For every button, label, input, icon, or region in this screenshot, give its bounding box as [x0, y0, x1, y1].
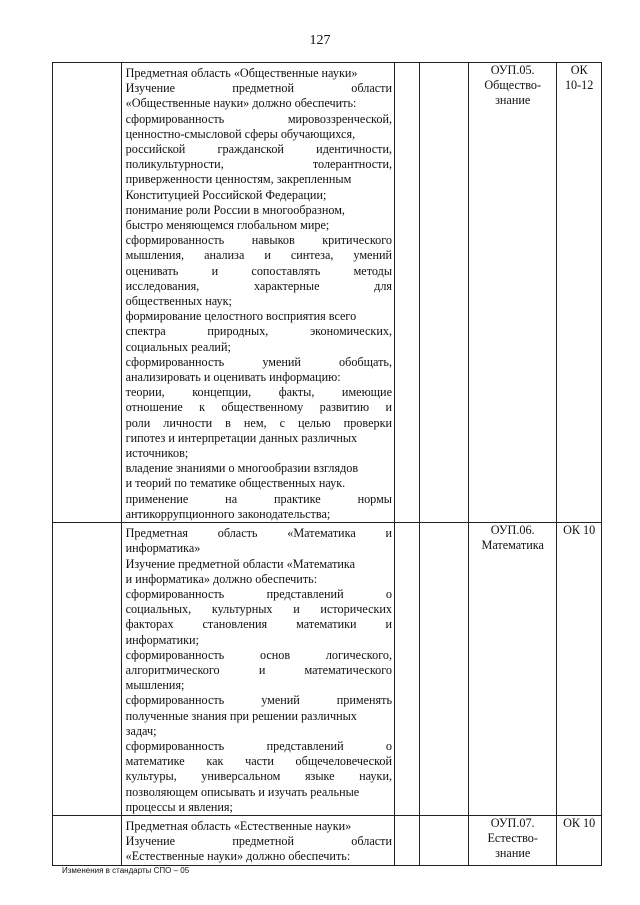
competence-cell: [557, 815, 602, 865]
word: как: [206, 754, 224, 769]
text-line: [126, 602, 392, 617]
word: навыков: [251, 233, 295, 248]
word: к: [199, 400, 205, 415]
text-line: [126, 264, 392, 279]
empty-cell: [395, 815, 420, 865]
text-line: [126, 355, 392, 370]
word: и: [385, 617, 392, 632]
text-line: «Естественные науки» должно обеспечить:: [125, 849, 351, 864]
empty-cell: [53, 63, 122, 523]
text-line: полученные знания при решении различных: [125, 708, 357, 723]
word: мышления,: [125, 248, 185, 263]
text-line: Предметная область «Естественные науки»: [125, 818, 352, 833]
word: основ: [259, 647, 291, 662]
text-line: [126, 248, 392, 263]
word: исследования,: [125, 278, 200, 293]
word: проверки: [343, 415, 393, 430]
word: о: [385, 738, 393, 753]
competence-code-line: ОК 10: [563, 815, 596, 830]
word: для: [374, 278, 393, 293]
text-line: мышления;: [125, 678, 185, 693]
word: идентичности,: [316, 142, 393, 157]
text-line: гипотез и интерпретации данных различных: [125, 430, 358, 445]
word: синтеза,: [290, 248, 334, 263]
requirements-text: [122, 816, 394, 865]
table-row: [53, 815, 602, 865]
page-number: 127: [309, 33, 331, 48]
text-line: источников;: [125, 446, 189, 461]
word: критического: [322, 233, 393, 248]
text-line: [126, 693, 392, 708]
word: универсальном: [201, 769, 281, 784]
text-line: [126, 279, 392, 294]
subject-code-cell: [469, 63, 557, 523]
word: нем,: [243, 415, 267, 430]
competence-code-line: 10-12: [564, 78, 594, 93]
text-line: приверженности ценностям, закрепленным: [125, 172, 352, 187]
word: сформированность: [125, 738, 225, 753]
text-line: [126, 769, 392, 784]
word: и: [385, 526, 393, 541]
table-row: [53, 63, 602, 523]
word: умений: [353, 248, 393, 263]
text-line: Изучение предметной области «Математика: [125, 556, 356, 571]
table-body: [53, 63, 602, 866]
word: языке: [304, 769, 335, 784]
word: сформированность: [125, 354, 225, 369]
text-line: [126, 834, 392, 849]
subject-code-line: знание: [495, 93, 531, 108]
requirements-cell: [121, 63, 394, 523]
subject-code-line: Общество-: [484, 78, 542, 93]
text-line: [126, 739, 392, 754]
empty-cell: [420, 63, 469, 523]
empty-cell: [53, 523, 122, 816]
word: о: [385, 586, 393, 601]
competence-cell: [557, 523, 602, 816]
subject-code-line: ОУП.05.: [490, 63, 535, 77]
word: предметной: [232, 834, 294, 849]
word: нормы: [357, 491, 392, 506]
word: «Математика: [287, 526, 356, 541]
text-line: быстро меняющемся глобальном мире;: [125, 218, 330, 233]
competence-code-line: ОК 10: [563, 523, 596, 538]
word: обобщать,: [339, 354, 393, 369]
word: сформированность: [125, 586, 225, 601]
word: факторах: [125, 617, 174, 632]
text-line: информатики;: [125, 632, 199, 647]
text-line: позволяющем описывать и изучать реальные: [125, 784, 360, 799]
subject-code-line: знание: [495, 846, 531, 861]
text-line: [126, 617, 392, 632]
word: российской: [125, 142, 186, 157]
requirements-text: [122, 63, 394, 522]
word: область: [217, 526, 258, 541]
word: факты,: [278, 385, 315, 400]
word: анализа: [204, 248, 245, 263]
text-line: формирование целостного восприятия всего: [125, 309, 357, 324]
word: и: [258, 662, 266, 677]
text-line: [126, 587, 392, 602]
subject-code-line: Математика: [481, 538, 544, 553]
word: умений: [262, 354, 301, 369]
word: умений: [261, 693, 300, 708]
word: развитию: [319, 400, 370, 415]
requirements-cell: [121, 815, 394, 865]
word: природных,: [207, 324, 269, 339]
text-line: и теорий по тематике общественных наук.: [125, 476, 346, 491]
text-line: [126, 142, 392, 157]
word: сформированность: [125, 647, 225, 662]
word: и: [293, 602, 300, 617]
text-line: общественных наук;: [125, 294, 232, 309]
text-line: социальных реалий;: [125, 339, 231, 354]
text-line: [126, 492, 392, 507]
word: сформированность: [125, 111, 225, 126]
word: логического,: [325, 647, 393, 662]
text-line: [126, 648, 392, 663]
text-line: понимание роли России в многообразном,: [125, 202, 345, 217]
text-line: антикоррупционного законодательства;: [125, 506, 331, 521]
word: практике: [274, 491, 321, 506]
text-line: Предметная область «Общественные науки»: [125, 66, 358, 80]
text-line: «Общественные науки» должно обеспечить:: [125, 96, 357, 111]
empty-cell: [395, 523, 420, 816]
word: сформированность: [125, 233, 225, 248]
word: гражданской: [217, 142, 284, 157]
subject-code-cell: [469, 815, 557, 865]
word: исторических: [320, 602, 393, 617]
subject-code-line: ОУП.06.: [490, 523, 535, 538]
word: математике: [125, 754, 185, 769]
empty-cell: [420, 523, 469, 816]
competence-cell: [557, 63, 602, 523]
text-line: [126, 324, 392, 339]
table-row: [53, 523, 602, 816]
word: представлений: [266, 586, 344, 601]
text-line: Конституцией Российской Федерации;: [125, 187, 327, 202]
text-line: [126, 385, 392, 400]
word: сформированность: [125, 693, 225, 708]
text-line: [126, 157, 392, 172]
text-line: задач;: [125, 723, 157, 738]
text-line: [126, 400, 392, 415]
word: личности: [163, 415, 213, 430]
competence-code-line: ОК: [570, 63, 588, 77]
footer-note: Изменения в стандарты СПО – 05: [62, 866, 190, 875]
word: культурных: [211, 602, 273, 617]
word: оценивать: [125, 263, 179, 278]
word: поликультурности,: [125, 157, 224, 172]
word: роли: [125, 415, 151, 430]
word: теории,: [125, 385, 165, 400]
word: алгоритмического: [125, 662, 220, 677]
text-line: [126, 526, 392, 541]
word: области: [351, 834, 393, 849]
subject-code-line: Естество-: [487, 831, 538, 846]
word: спектра: [125, 324, 166, 339]
word: имеющие: [341, 385, 392, 400]
word: на: [225, 491, 238, 506]
word: применять: [336, 693, 393, 708]
requirements-cell: [121, 523, 394, 816]
word: и: [264, 248, 271, 263]
word: методы: [353, 263, 393, 278]
text-line: [126, 416, 392, 431]
text-line: анализировать и оценивать информацию:: [125, 370, 341, 385]
empty-cell: [395, 63, 420, 523]
word: культуры,: [125, 769, 177, 784]
empty-cell: [420, 815, 469, 865]
word: мировоззренческой,: [287, 111, 393, 126]
word: науки,: [359, 769, 393, 784]
word: и: [211, 263, 219, 278]
word: целью: [298, 415, 331, 430]
text-line: процессы и явления;: [125, 799, 233, 814]
word: области: [351, 81, 393, 96]
word: экономических,: [309, 324, 393, 339]
word: представлений: [266, 738, 344, 753]
word: Изучение: [125, 81, 176, 96]
word: характерные: [253, 278, 320, 293]
requirements-text: [122, 523, 394, 815]
word: концепции,: [192, 385, 252, 400]
word: предметной: [232, 81, 294, 96]
word: с: [279, 415, 286, 430]
word: Изучение: [125, 834, 176, 849]
text-line: владение знаниями о многообразии взглядов: [125, 461, 359, 476]
subject-code-line: ОУП.07.: [490, 815, 535, 830]
word: математического: [304, 662, 393, 677]
word: общечеловеческой: [295, 754, 392, 769]
word: становления: [202, 617, 268, 632]
text-line: [126, 112, 392, 127]
word: сопоставлять: [251, 263, 321, 278]
word: математики: [296, 617, 357, 632]
word: социальных,: [125, 602, 192, 617]
word: общественному: [221, 400, 304, 415]
text-line: [126, 233, 392, 248]
text-line: информатика»: [125, 541, 201, 556]
text-line: ценностно-смысловой сферы обучающихся,: [125, 126, 356, 141]
word: применение: [125, 491, 189, 506]
empty-cell: [53, 815, 122, 865]
word: толерантности,: [312, 157, 393, 172]
word: в: [225, 415, 231, 430]
standards-table: [52, 62, 602, 866]
word: и: [385, 400, 393, 415]
word: части: [245, 754, 274, 769]
word: отношение: [125, 400, 183, 415]
text-line: и информатика» должно обеспечить:: [125, 571, 318, 586]
subject-code-cell: [469, 523, 557, 816]
text-line: [126, 754, 392, 769]
word: Предметная: [125, 526, 188, 541]
text-line: [126, 81, 392, 96]
text-line: [126, 663, 392, 678]
